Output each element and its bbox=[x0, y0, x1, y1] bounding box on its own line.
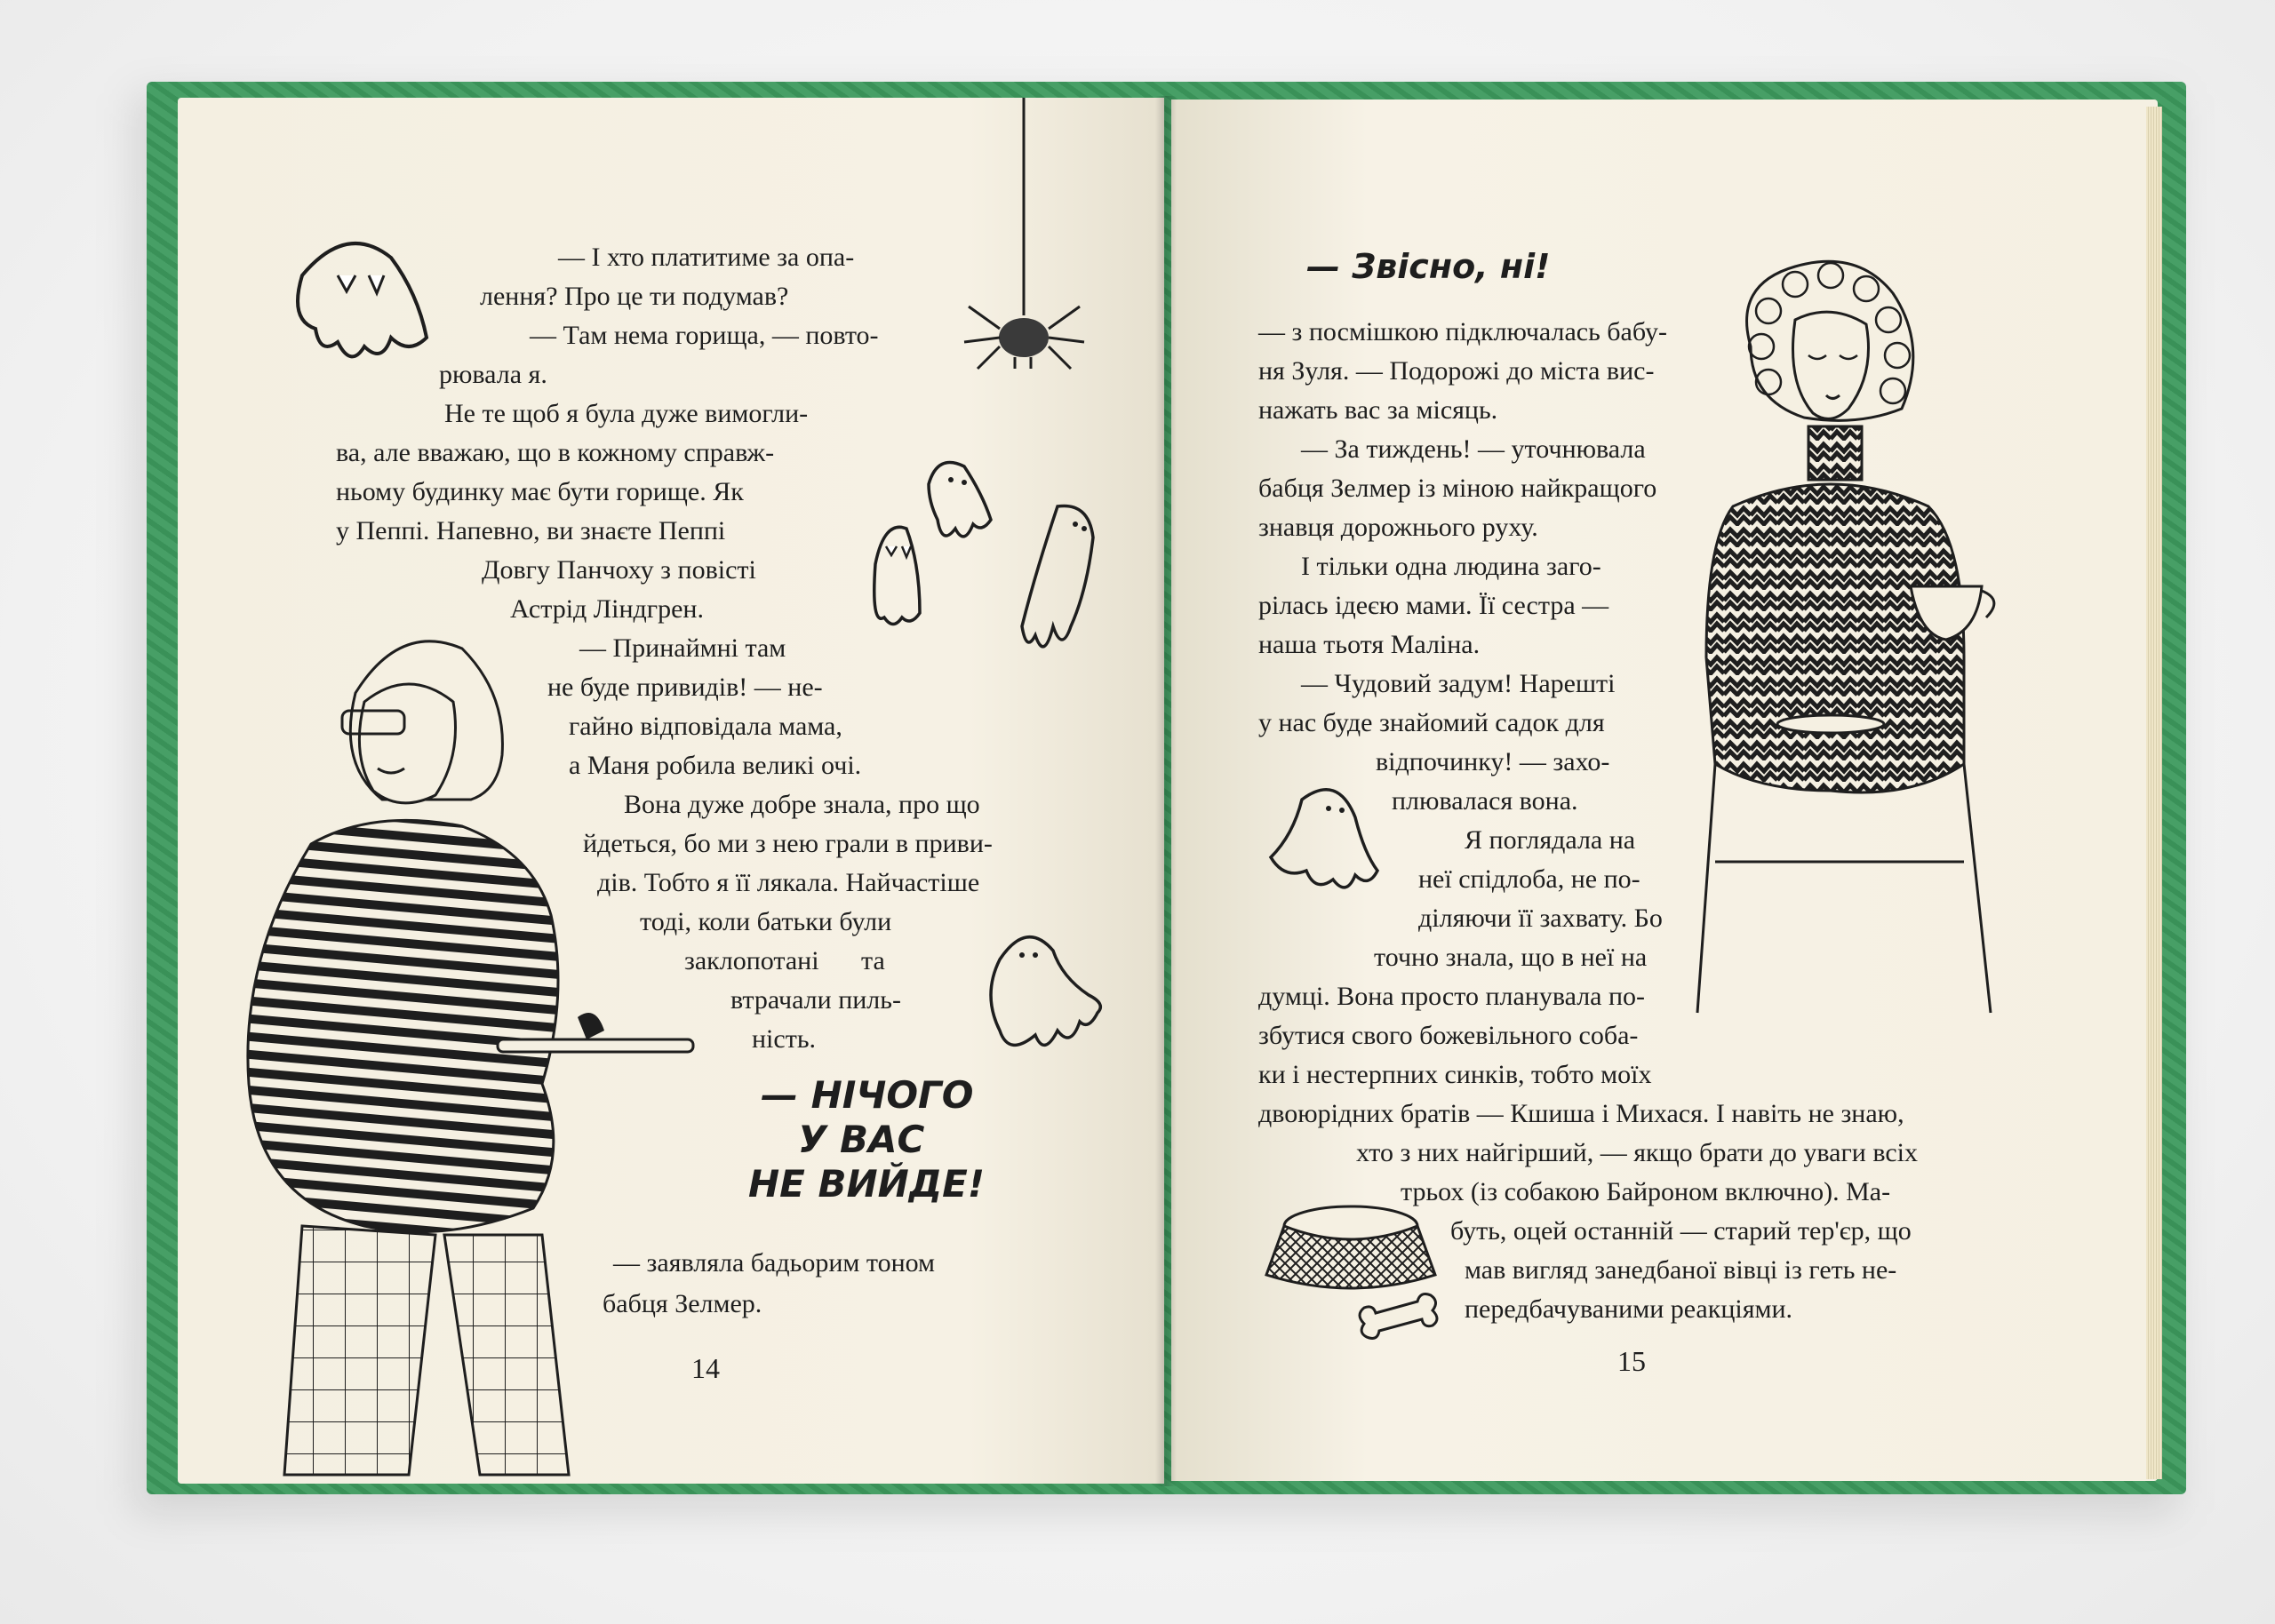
left-text-line: Вона дуже добре знала, про що bbox=[624, 790, 980, 819]
right-text-line: передбачуваними реакціями. bbox=[1465, 1294, 1793, 1324]
right-text-line: — з посмішкою підключалась бабу- bbox=[1258, 317, 1667, 346]
left-text-line: лення? Про це ти подумав? bbox=[480, 282, 789, 311]
right-text-line: буть, оцей останній — старий тер'єр, що bbox=[1450, 1216, 1912, 1246]
right-text-line: діляючи її захвату. Бо bbox=[1418, 904, 1663, 933]
right-text-line: мав вигляд занедбаної вівці із геть не- bbox=[1465, 1255, 1897, 1285]
left-text-line: Астрід Ліндгрен. bbox=[510, 594, 704, 624]
left-text-line: ність. bbox=[752, 1024, 816, 1054]
ghost-icon bbox=[982, 924, 1115, 1066]
left-text-line: а Маня робила великі очі. bbox=[569, 751, 862, 780]
left-exclamation-line: НЕ ВИЙДЕ! bbox=[748, 1162, 986, 1206]
left-exclamation-line: У ВАС bbox=[798, 1118, 925, 1161]
left-text-line: Не те щоб я була дуже вимогли- bbox=[444, 399, 809, 428]
left-text-line: у Пеппі. Напевно, ви знаєте Пеппі bbox=[336, 516, 726, 545]
right-text-line: рілась ідеєю мами. Її сестра — bbox=[1258, 591, 1609, 620]
left-text-line: — Принаймні там bbox=[579, 633, 786, 663]
left-text-line: — І хто платитиме за опа- bbox=[558, 243, 855, 272]
right-text-line: трьох (із собакою Байроном включно). Ма- bbox=[1401, 1177, 1891, 1206]
right-text-line: точно знала, що в неї на bbox=[1374, 943, 1648, 972]
right-text-line: знавця дорожнього руху. bbox=[1258, 513, 1538, 542]
right-text-line: ня Зуля. — Подорожі до міста вис- bbox=[1258, 356, 1655, 386]
left-text-line: гайно відповідала мама, bbox=[569, 712, 842, 741]
ghosts-icon bbox=[866, 449, 1133, 680]
ghost-icon bbox=[1266, 782, 1391, 897]
left-text-line: не буде привидів! — не- bbox=[547, 673, 823, 702]
vampire-ghost-icon bbox=[284, 222, 444, 373]
right-text-line: неї спідлоба, не по- bbox=[1418, 864, 1640, 894]
bone-icon bbox=[1351, 1288, 1449, 1341]
right-text-line: наша тьотя Маліна. bbox=[1258, 630, 1481, 659]
left-text-line: Довгу Панчоху з повісті bbox=[482, 555, 756, 585]
right-text-line: у нас буде знайомий садок для bbox=[1258, 708, 1605, 737]
right-text-line: хто з них найгірший, — якщо брати до уваги всіх bbox=[1356, 1138, 1918, 1167]
spider-icon bbox=[960, 98, 1093, 382]
right-text-line: думці. Вона просто планувала по- bbox=[1258, 982, 1646, 1011]
left-text-line: ва, але вважаю, що в кожному справж- bbox=[336, 438, 775, 467]
right-text-line: відпочинку! — захо- bbox=[1376, 747, 1610, 776]
right-text-line: двоюрідних братів — Кшиша і Михася. І навіть не знаю, bbox=[1258, 1099, 1904, 1128]
left-exclamation-line: — НІЧОГО bbox=[761, 1073, 974, 1117]
right-text-line: ки і нестерпних синків, тобто моїх bbox=[1258, 1060, 1652, 1089]
left-text-line: — Там нема горища, — повто- bbox=[530, 321, 879, 350]
page-edges bbox=[2146, 107, 2162, 1479]
right-text-line: — Чудовий задум! Нарешті bbox=[1301, 669, 1616, 698]
right-text-line: нажать вас за місяць. bbox=[1258, 395, 1498, 425]
right-text-line: Я поглядала на bbox=[1465, 825, 1636, 855]
left-text-line: заклопотані та bbox=[684, 946, 885, 975]
woman-with-cup-illustration bbox=[1697, 249, 2088, 1031]
left-text-line: рювала я. bbox=[439, 360, 547, 389]
right-text-line: збутися свого божевільного соба- bbox=[1258, 1021, 1639, 1050]
left-text-line: дів. Тобто я її лякала. Найчастіше bbox=[597, 868, 980, 897]
left-text-line: тоді, коли батьки були bbox=[640, 907, 892, 936]
left-text-line: бабця Зелмер. bbox=[603, 1289, 762, 1318]
right-text-line: І тільки одна людина заго- bbox=[1301, 552, 1601, 581]
left-text-line: ньому будинку має бути горище. Як bbox=[336, 477, 744, 506]
book-gutter bbox=[1155, 96, 1177, 1486]
right-exclamation: — Звісно, ні! bbox=[1306, 247, 1551, 286]
left-text-line: — заявляла бадьорим тоном bbox=[613, 1248, 936, 1278]
right-text-line: бабця Зелмер із міною найкращого bbox=[1258, 474, 1657, 503]
right-text-line: — За тиждень! — уточнювала bbox=[1301, 434, 1646, 464]
left-text-line: втрачали пиль- bbox=[730, 985, 901, 1015]
striped-lady-illustration bbox=[249, 622, 711, 1484]
left-text-line: йдеться, бо ми з нею грали в приви- bbox=[583, 829, 993, 858]
page-number-left: 14 bbox=[691, 1352, 720, 1384]
right-text-line: плювалася вона. bbox=[1392, 786, 1578, 816]
page-number-right: 15 bbox=[1617, 1345, 1646, 1377]
